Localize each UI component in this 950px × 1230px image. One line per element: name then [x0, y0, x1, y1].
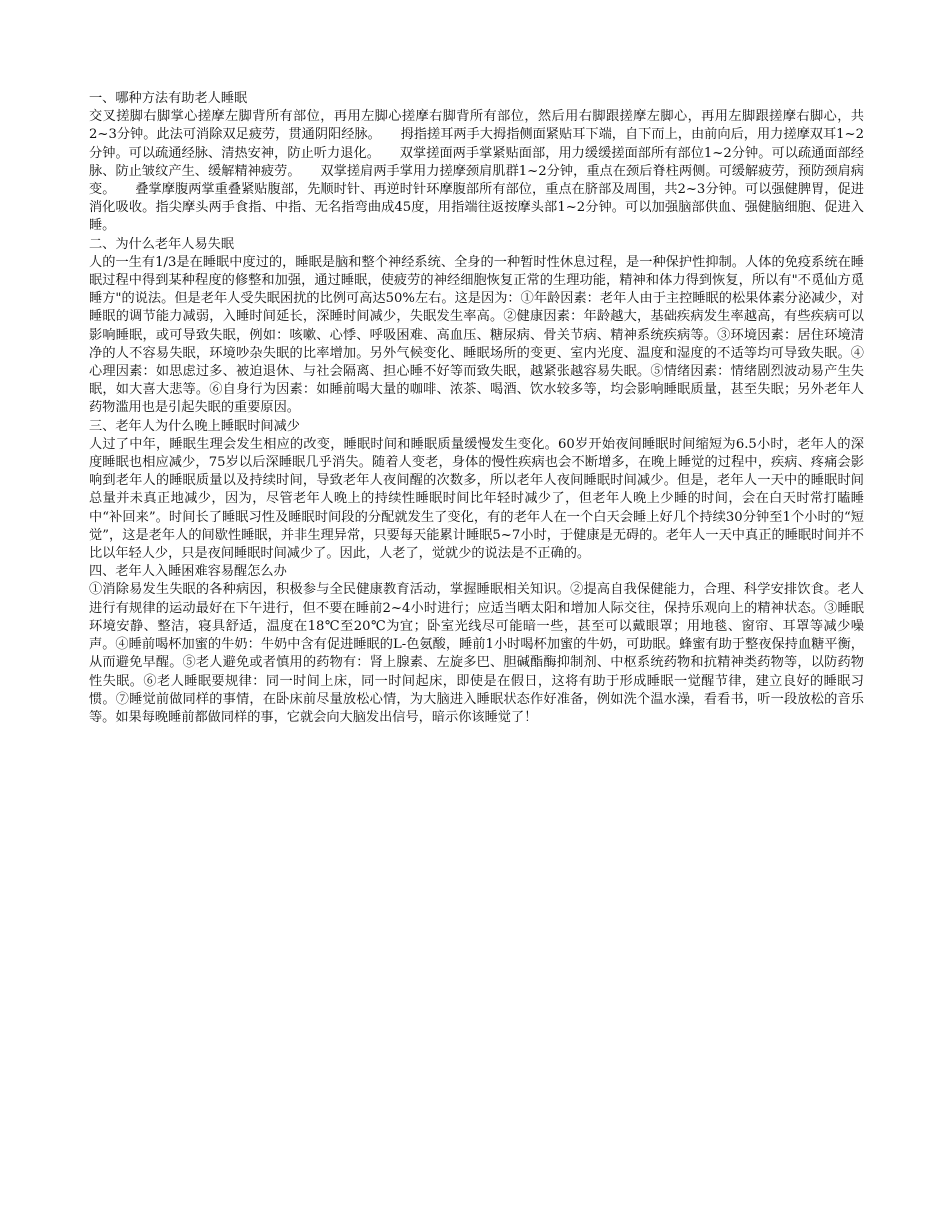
section-night-sleep-reduction [89, 418, 864, 564]
section-insomnia-causes [89, 236, 864, 418]
section-body: ①消除易发生失眠的各种病因，积极参与全民健康教育活动，掌握睡眠相关知识。②提高自我保健能力，合理、科学安排饮食。老人进行有规律的运动最好在下午进行，但不要在睡前2~4小时进行；应适当晒太阳和增加人际交往，保持乐观向上的精神状态。③睡眠环境安静、整洁，寝具舒适，温度在18℃至20℃为宜；卧室光线尽可能暗一些，甚至可以戴眼罩；用地毯、窗帘、耳罩等减少噪声。④睡前喝杯加蜜的牛奶：牛奶中含有促进睡眠的L-色氨酸，睡前1小时喝杯加蜜的牛奶，可助眠。蜂蜜有助于整夜保持血糖平衡，从而避免早醒。⑤老人避免或者慎用的药物有：肾上腺素、左旋多巴、胆碱酯酶抑制剂、中枢系统药物和抗精神类药物等，以防药物性失眠。⑥老人睡眠要规律：同一时间上床，同一时间起床，即使是在假日，这将有助于形成睡眠一觉醒节律，建立良好的睡眠习惯。⑦睡觉前做同样的事情，在卧床前尽量放松心情，为大脑进入睡眠状态作好准备，例如洗个温水澡，看看书，听一段放松的音乐等。如果每晚睡前都做同样的事，它就会向大脑发出信号，暗示你该睡觉了！ [89, 582, 864, 725]
section-body: 人过了中年，睡眠生理会发生相应的改变，睡眠时间和睡眠质量缓慢发生变化。60岁开始夜间睡眠时间缩短为6.5小时，老年人的深度睡眠也相应减少，75岁以后深睡眠几乎消失。随着人变老，身体的慢性疾病也会不断增多，在晚上睡觉的过程中，疾病、疼痛会影响到老年人的睡眠质量以及持续时间，导致老年人夜间醒的次数多，所以老年人夜间睡眠时间减少。但是，老年人一天中的睡眠时间总量并未真正地减少，因为，尽管老年人晚上的持续性睡眠时间比年轻时减少了，但老年人晚上少睡的时间，会在白天时常打瞌睡中“补回来”。时间长了睡眠习性及睡眠时间段的分配就发生了变化，有的老年人在一个白天会睡上好几个持续30分钟至1个小时的“短觉”，这是老年人的间歇性睡眠，并非生理异常，只要每天能累计睡眠5~7小时，于健康是无碍的。老年人一天中真正的睡眠时间并不比以年轻人少，只是夜间睡眠时间减少了。因此，人老了，觉就少的说法是不正确的。 [89, 436, 864, 562]
section-sleep-methods [89, 90, 864, 236]
section-body: 交叉搓脚右脚掌心搓摩左脚背所有部位，再用左脚心搓摩右脚背所有部位，然后用右脚跟搓摩左脚心，再用左脚跟搓摩右脚心，共2~3分钟。此法可消除双足疲劳，贯通阴阳经脉。 拇指搓耳两手大拇指侧面紧贴耳下端，自下而上，由前向后，用力搓摩双耳1~2分钟。可以疏通经脉、清热安神，防止听力退化。 双掌搓面两手掌紧贴面部，用力缓缓搓面部所有部位1~2分钟。可以疏通面部经脉、防止皱纹产生、缓解精神疲劳。 双掌搓肩两手掌用力搓摩颈肩肌群1~2分钟，重点在颈后脊柱两侧。可缓解疲劳，预防颈肩病变。 叠掌摩腹两掌重叠紧贴腹部，先顺时针、再逆时针环摩腹部所有部位，重点在脐部及周围，共2~3分钟。可以强健脾胃，促进消化吸收。指尖摩头两手食指、中指、无名指弯曲成45度，用指端往返按摩头部1~2分钟。可以加强脑部供血、强健脑细胞、促进入睡。 [89, 109, 864, 234]
section-sleep-solutions [89, 563, 864, 727]
section-heading: 二、为什么老年人易失眠 [89, 236, 235, 252]
section-body: 人的一生有1/3是在睡眠中度过的，睡眠是脑和整个神经系统、全身的一种暂时性休息过程，是一种保护性抑制。人体的免疫系统在睡眠过程中得到某种程度的修整和加强，通过睡眠，使疲劳的神经细胞恢复正常的生理功能，精神和体力得到恢复，所以有"不觅仙方觅睡方"的说法。但是老年人受失眠困扰的比例可高达50%左右。这是因为：①年龄因素：老年人由于主控睡眠的松果体素分泌减少，对睡眠的调节能力减弱，入睡时间延长，深睡时间减少，失眠发生率高。②健康因素：年龄越大，基础疾病发生率越高，有些疾病可以影响睡眠，或可导致失眠，例如：咳嗽、心悸、呼吸困难、高血压、糖尿病、骨关节病、精神系统疾病等。③环境因素：居住环境清净的人不容易失眠，环境吵杂失眠的比率增加。另外气候变化、睡眠场所的变更、室内光度、温度和湿度的不适等均可导致失眠。④心理因素：如思虑过多、被迫退休、与社会隔离、担心睡不好等而致失眠，越紧张越容易失眠。⑤情绪因素：情绪剧烈波动易产生失眠，如大喜大悲等。⑥自身行为因素：如睡前喝大量的咖啡、浓茶、喝酒、饮水较多等，均会影响睡眠质量，甚至失眠；另外老年人药物滥用也是引起失眠的重要原因。 [89, 254, 864, 416]
section-heading: 四、老年人入睡困难容易醒怎么办 [89, 564, 287, 580]
document-page [89, 90, 864, 727]
section-heading: 三、老年人为什么晚上睡眠时间减少 [89, 418, 300, 434]
section-heading: 一、哪种方法有助老人睡眠 [89, 91, 248, 106]
